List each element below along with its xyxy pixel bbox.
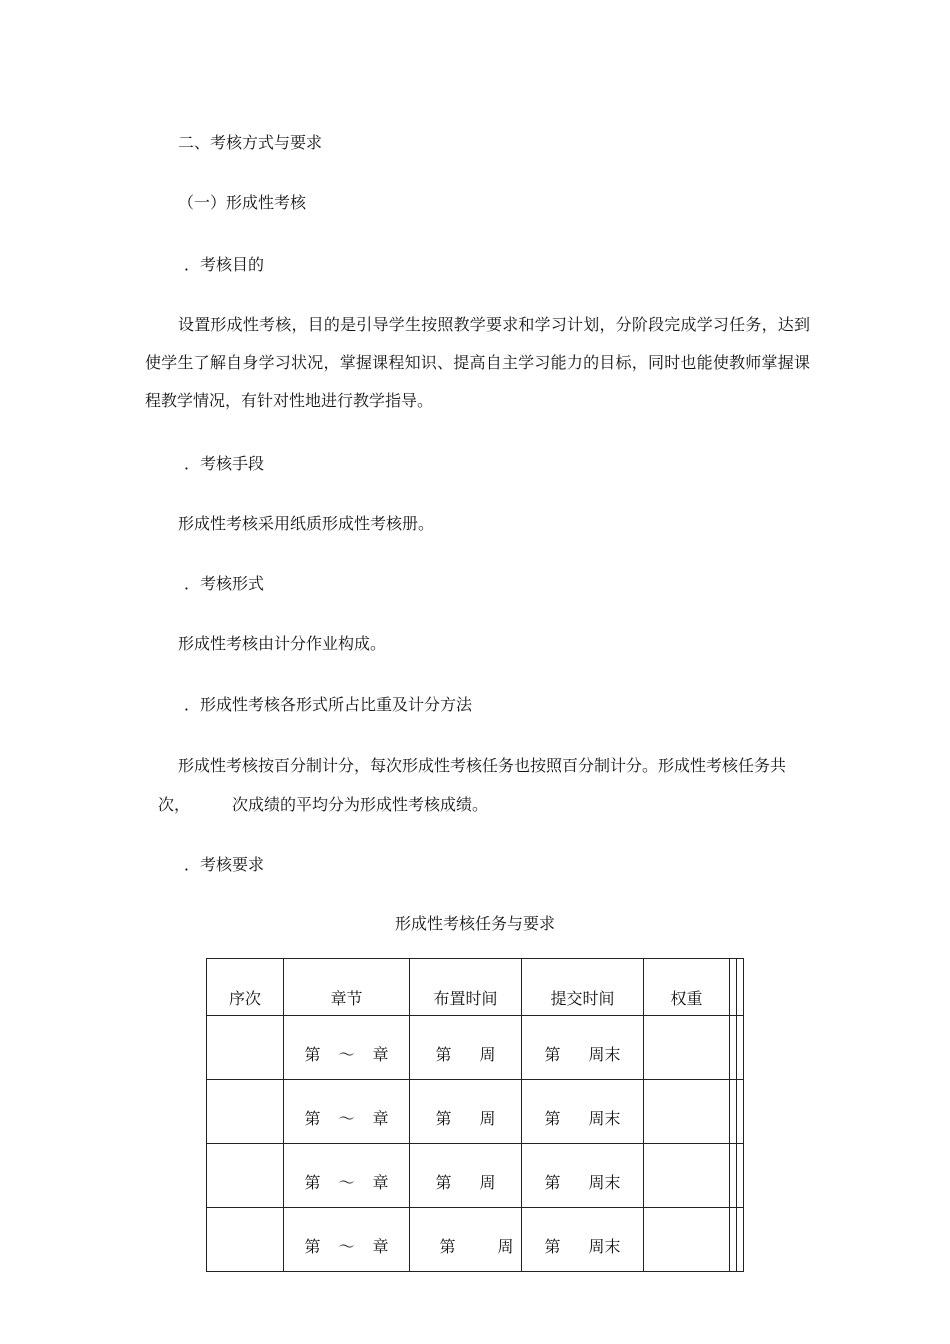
table-row	[207, 1080, 744, 1144]
cell-sequence	[207, 1144, 284, 1208]
cell-assign-time: 第 周	[410, 1144, 522, 1208]
weight-count-text: 次，	[158, 795, 191, 814]
cell-submit-time: 第 周末	[522, 1144, 644, 1208]
table-row	[207, 1144, 744, 1208]
assessment-task-table	[206, 958, 744, 1272]
cell-weight	[644, 1016, 730, 1080]
cell-weight	[644, 1208, 730, 1272]
weight-average-text: 次成绩的平均分为形成性考核成绩。	[232, 795, 489, 814]
cell-spacer-1	[730, 1144, 737, 1208]
means-paragraph: 形成性考核采用纸质形成性考核册。	[178, 514, 435, 533]
means-title: ．考核手段	[184, 454, 265, 473]
table-row	[207, 1016, 744, 1080]
cell-assign-time: 第 周	[410, 1016, 522, 1080]
purpose-title: ．考核目的	[184, 255, 265, 274]
cell-assign-time: 第 周	[410, 1080, 522, 1144]
cell-chapter: 第 ～ 章	[284, 1144, 410, 1208]
header-assign-time: 布置时间	[410, 959, 522, 1016]
cell-sequence	[207, 1016, 284, 1080]
header-weight: 权重	[644, 959, 730, 1016]
cell-spacer-2	[737, 1080, 744, 1144]
header-spacer-2	[737, 959, 744, 1016]
cell-spacer-2	[737, 1144, 744, 1208]
section-heading: 二、考核方式与要求	[178, 133, 323, 152]
cell-chapter: 第 ～ 章	[284, 1080, 410, 1144]
cell-weight	[644, 1080, 730, 1144]
table-title: 形成性考核任务与要求	[394, 914, 555, 933]
sub-heading: （一）形成性考核	[178, 193, 307, 212]
header-spacer-1	[730, 959, 737, 1016]
cell-submit-time: 第 周末	[522, 1208, 644, 1272]
form-paragraph: 形成性考核由计分作业构成。	[178, 634, 387, 653]
table-header-row	[207, 959, 744, 1016]
cell-spacer-1	[730, 1080, 737, 1144]
header-chapter: 章节	[284, 959, 410, 1016]
header-sequence: 序次	[207, 959, 284, 1016]
weight-paragraph-line-1: 形成性考核按百分制计分，每次形成性考核任务也按照百分制计分。形成性考核任务共	[178, 756, 787, 775]
cell-submit-time: 第 周末	[522, 1080, 644, 1144]
cell-sequence	[207, 1208, 284, 1272]
cell-spacer-1	[730, 1208, 737, 1272]
cell-sequence	[207, 1080, 284, 1144]
purpose-paragraph: 设置形成性考核，目的是引导学生按照教学要求和学习计划，分阶段完成学习任务，达到使学生了解自身学习状况，掌握课程知识、提高自主学习能力的目标，同时也能使教师掌握课程教学情况，有针对性地进行教学指导。	[145, 315, 810, 410]
form-title: ．考核形式	[184, 574, 265, 593]
table-row	[207, 1208, 744, 1272]
weight-title: ．形成性考核各形式所占比重及计分方法	[184, 695, 473, 714]
cell-chapter: 第 ～ 章	[284, 1208, 410, 1272]
cell-submit-time: 第 周末	[522, 1016, 644, 1080]
cell-spacer-2	[737, 1208, 744, 1272]
requirements-title: ．考核要求	[184, 855, 265, 874]
weight-paragraph-line-2	[158, 795, 488, 815]
cell-spacer-2	[737, 1016, 744, 1080]
cell-chapter: 第 ～ 章	[284, 1016, 410, 1080]
header-submit-time: 提交时间	[522, 959, 644, 1016]
cell-spacer-1	[730, 1016, 737, 1080]
cell-assign-time: 第 周	[410, 1208, 522, 1272]
cell-weight	[644, 1144, 730, 1208]
